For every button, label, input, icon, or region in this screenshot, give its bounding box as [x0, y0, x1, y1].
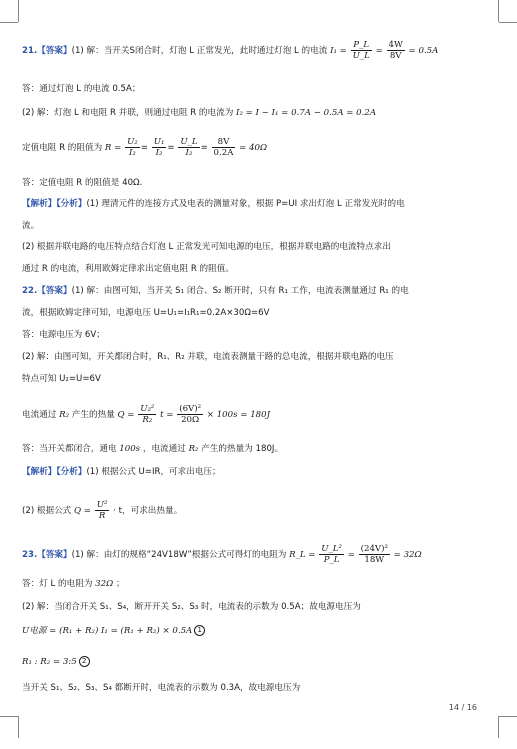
q21-answer2: 答：定值电阻 R 的阻值是 40Ω. — [22, 178, 143, 188]
circled-number-2: 2 — [79, 656, 90, 667]
q22-answer2: 答：当开关都闭合，通电 100s ，电流通过 R₂ 产生的热量为 180J。 — [22, 444, 284, 454]
fraction: $\frac{\text{(24V)²}}{18W}$ — [360, 544, 388, 565]
crop-mark-top-left-h — [0, 22, 18, 23]
page-number: 14 / 16 — [448, 703, 477, 712]
fraction: $\frac{\text{U₁}}{\text{I₂}}$ — [153, 137, 165, 158]
q21-step3: 定值电阻 R 的阻值为 R = $\frac{\text{U₂}}{\text{I₂}}$ = $\frac{\text{U₁}}{\text{I₂}}$ = $\frac{U\_L}{\text{I₂}}$ = $\frac{8V}{0.2A}$ = 40Ω — [22, 137, 268, 158]
q23-answer1: 答：灯 L 的电阻为 32Ω ； — [22, 579, 125, 589]
q23-step3: 当开关 S₁、S₂、S₃、S₄ 都断开时，电流表的示数为 0.3A，故电源电压为 — [22, 683, 301, 693]
q22-answer1: 答：电源电压为 6V； — [22, 330, 105, 340]
fraction: $\frac{4W}{8V}$ — [388, 40, 403, 61]
q22-step1: 22.【答案】(1) 解：由图可知，当开关 S₁ 闭合、S₂ 断开时，只有 R₁ 工作，电流表测量通过 R₁ 的电 — [22, 286, 409, 296]
q22-step3: 电流通过 R₂ 产生的热量 Q = $\frac{\text{U₂²}}{\text{R₂}}$ t = $\frac{\text{(6V)²}}{20\Omega}$ × 100s = 180J — [22, 404, 271, 425]
q22-step2: (2) 解：由图可知，开关都闭合时，R₁、R₂ 并联，电流表测量干路的总电流，根据并联电路的电压 — [22, 352, 394, 362]
crop-mark-bottom-right-h — [499, 716, 517, 717]
q22-step1b: 流，根据欧姆定律可知，电源电压 U=U₁=I₁R₁=0.2A×30Ω=6V — [22, 308, 270, 318]
crop-mark-top-left-v — [18, 0, 19, 22]
fraction: $\frac{\text{U₂}}{\text{I₂}}$ — [127, 137, 138, 158]
fraction: $\frac{8V}{0.2A}$ — [213, 137, 234, 158]
q23-step2: (2) 解：当闭合开关 S₁、S₄，断开开关 S₂、S₃ 时，电流表的示数为 0.5A；故电源电压为 — [22, 602, 361, 612]
fraction: $\frac{\text{U²}}{R}$ — [96, 500, 108, 521]
crop-mark-top-right-h — [499, 22, 517, 23]
crop-mark-bottom-left-h — [0, 716, 18, 717]
q21-step2: (2) 解：灯泡 L 和电阻 R 并联，则通过电阻 R 的电流为 I₂ = I − I₁ = 0.7A − 0.5A = 0.2A — [22, 108, 377, 118]
fraction: $\frac{\text{(6V)²}}{20\Omega}$ — [179, 404, 202, 425]
q23-answer-tag: 23.【答案】 — [22, 550, 72, 560]
q22-analysis1: 【解析】【分析】(1) 根据公式 U=IR，可求出电压； — [22, 467, 221, 477]
q22-analysis-tag: 【解析】【分析】 — [22, 467, 87, 477]
q21-analysis2: (2) 根据并联电路的电压特点结合灯泡 L 正常发光可知电源的电压，根据并联电路的电流特点求出 — [22, 242, 391, 252]
q21-analysis1: 【解析】【分析】(1) 理清元件的连接方式及电表的测量对象，根据 P=UI 求出灯泡 L 正常发光时的电 — [22, 199, 405, 209]
q23-step1: 23.【答案】(1) 解：由灯的规格“24V18W”根据公式可得灯的电阻为 R_L = $\frac{\text{U\_L²}}{P\_L}$ = $\frac{\text{(24V)²}}{18W}$ = 32Ω — [22, 544, 422, 565]
fraction: $\frac{\text{U\_L²}}{P\_L}$ — [321, 544, 342, 565]
fraction: $\frac{\text{U₂²}}{\text{R₂}}$ — [140, 404, 155, 425]
crop-mark-bottom-right-v — [498, 716, 499, 738]
fraction: $\frac{P\_L}{U\_L}$ — [352, 40, 370, 61]
q22-analysis2: (2) 根据公式 Q = $\frac{\text{U²}}{R}$ · t，可求出热量。 — [22, 500, 183, 521]
q23-eq1: U电源 = (R₁ + R₂) I₁ = (R₁ + R₂) × 0.5A 1 — [22, 625, 503, 637]
crop-mark-top-right-v — [498, 0, 499, 22]
q22-answer-tag: 22.【答案】 — [22, 286, 72, 296]
q23-eq2: R₁ : R₂ = 3:5 2 — [22, 656, 503, 668]
q22-step2b: 特点可知 U₂=U=6V — [22, 374, 101, 384]
q21-answer1: 答：通过灯泡 L 的电流 0.5A； — [22, 84, 141, 94]
q21-step1: 21.【答案】(1) 解：当开关S闭合时，灯泡 L 正常发光，此时通过灯泡 L 的电流 I₁ = $\frac{P\_L}{U\_L}$ = $\frac{4W}{8V}$ = 0.5A — [22, 40, 439, 61]
crop-mark-bottom-left-v — [18, 716, 19, 738]
q21-analysis1b: 流。 — [22, 221, 40, 231]
circled-number-1: 1 — [194, 625, 205, 636]
fraction: $\frac{U\_L}{\text{I₂}}$ — [180, 137, 198, 158]
q21-answer-tag: 21.【答案】 — [22, 46, 72, 56]
q21-analysis2b: 通过 R 的电流，利用欧姆定律求出定值电阻 R 的阻值。 — [22, 264, 234, 274]
q21-analysis-tag: 【解析】【分析】 — [22, 199, 87, 209]
